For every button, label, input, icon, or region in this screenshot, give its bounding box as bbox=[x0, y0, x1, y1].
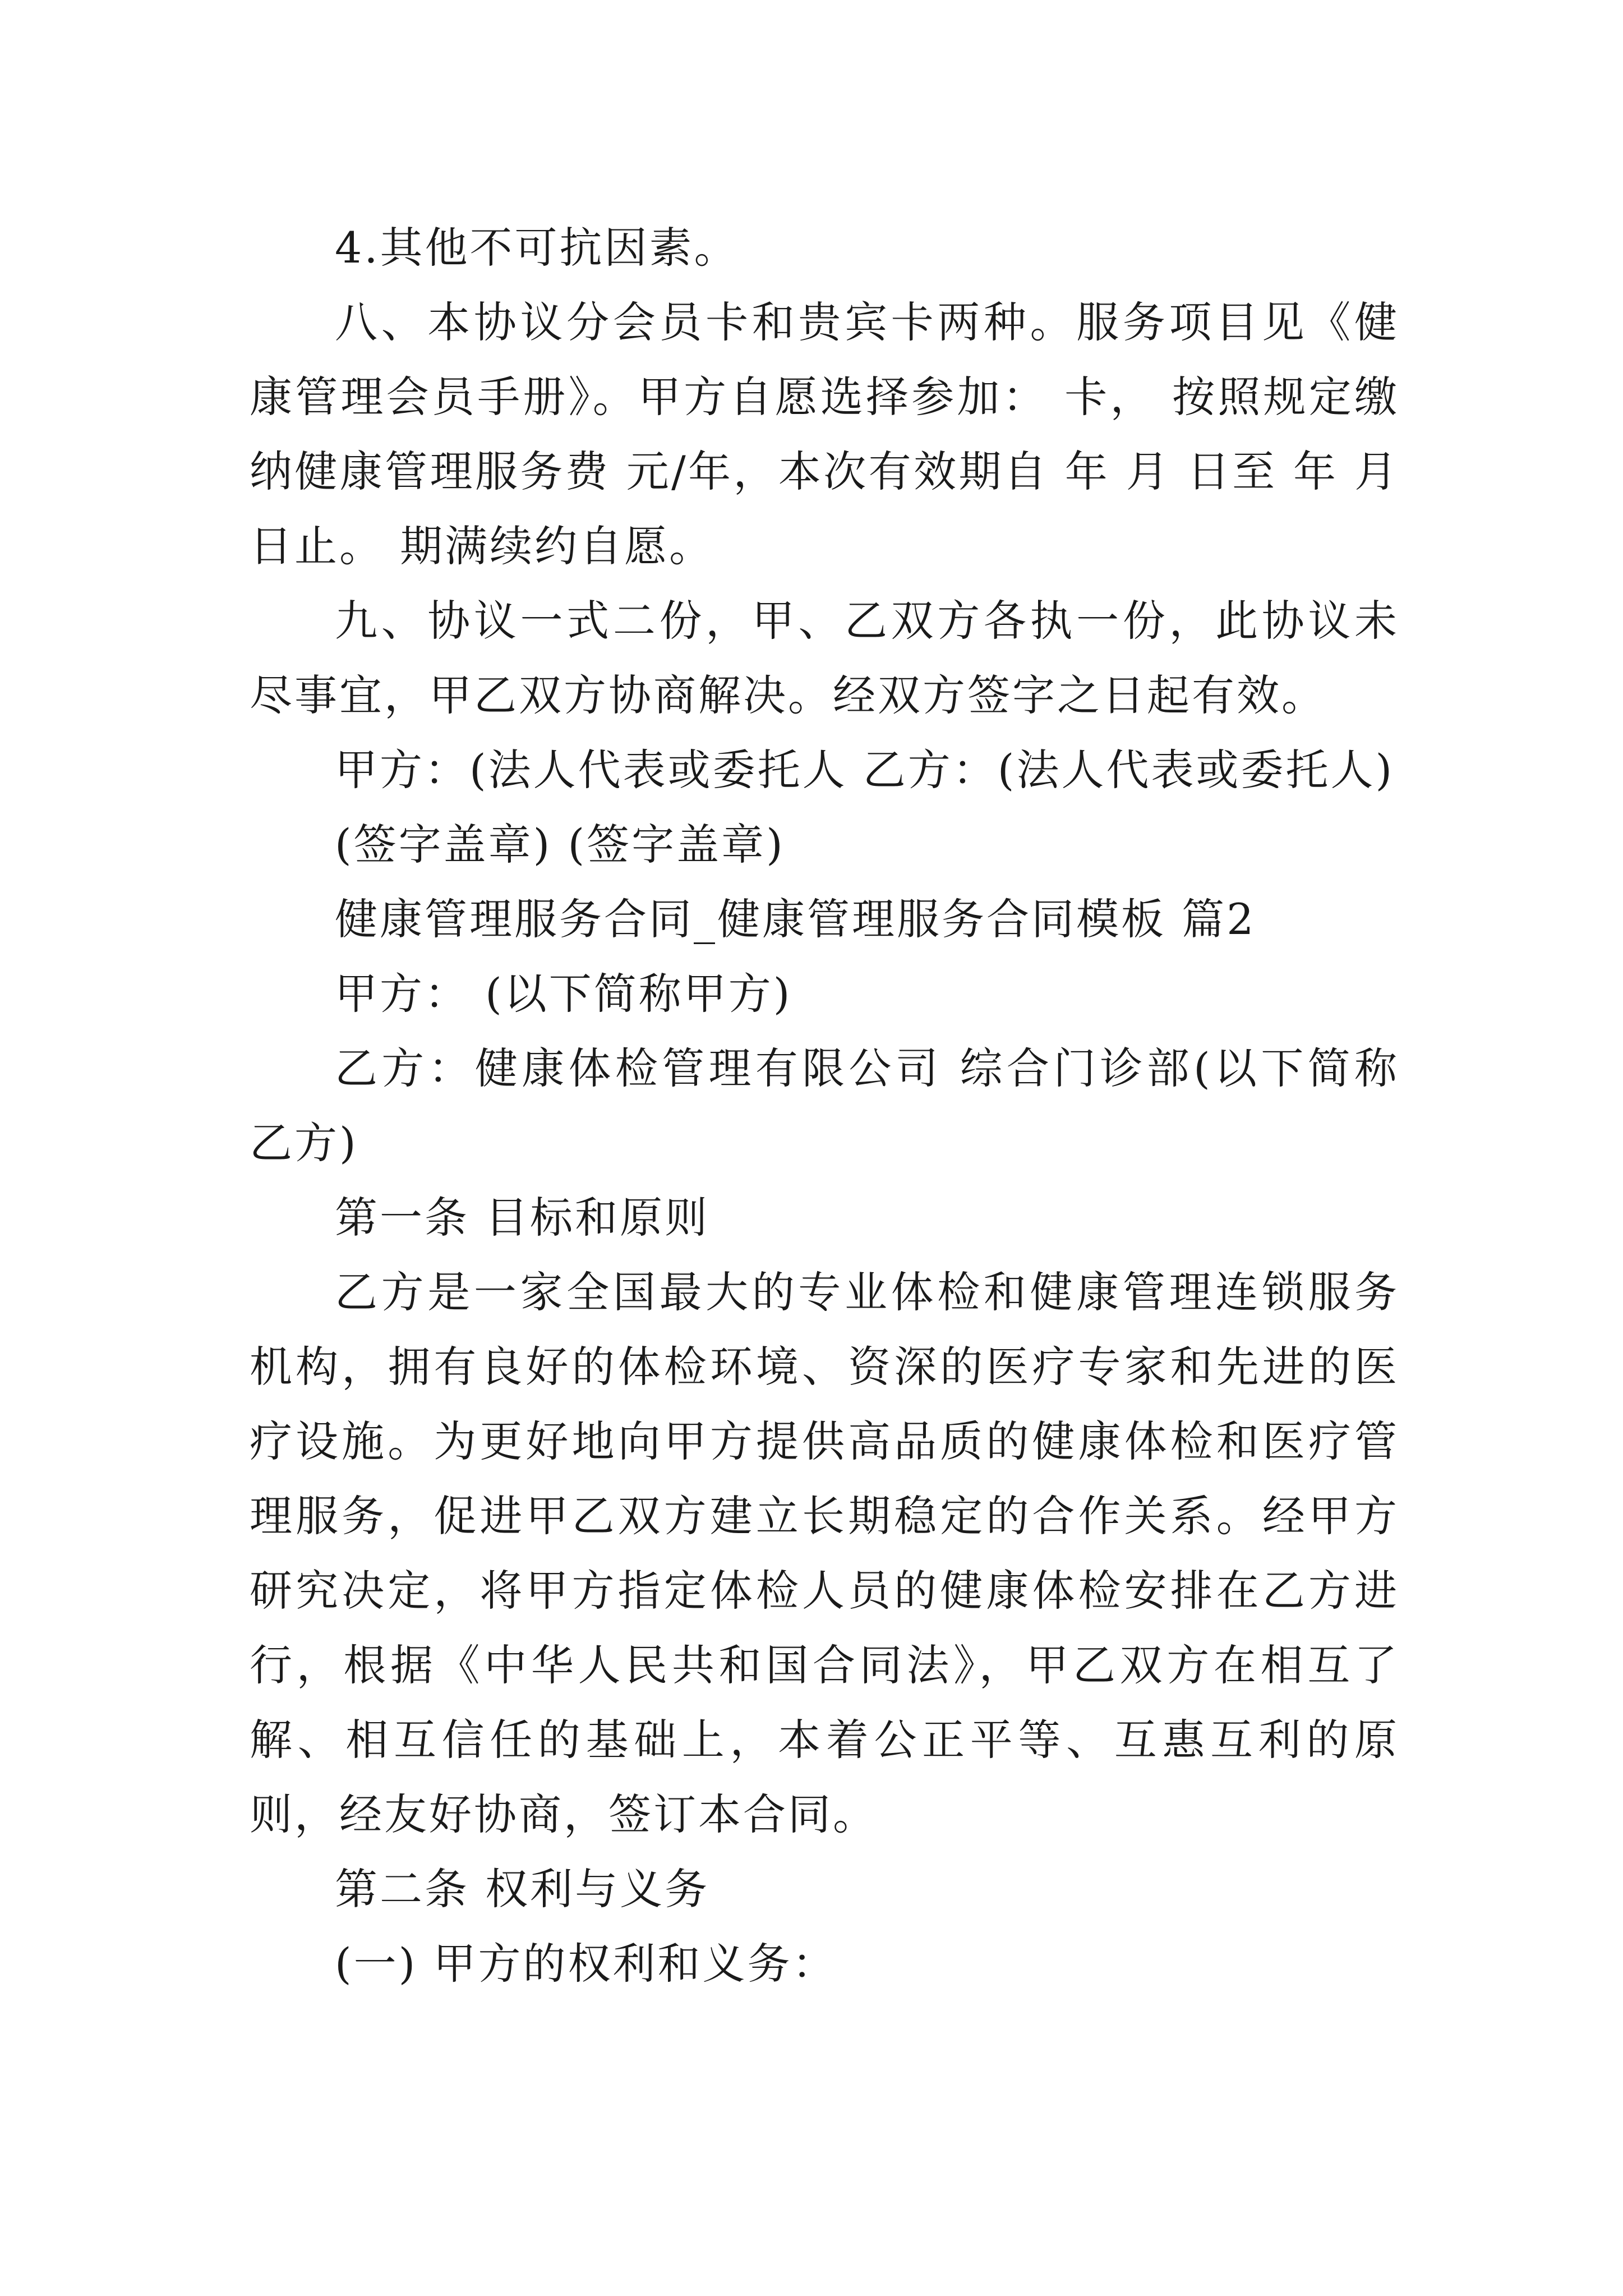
paragraph: 九、协议一式二份，甲、乙双方各执一份，此协议未尽事宜，甲乙双方协商解决。经双方签字之日起有效。 bbox=[250, 596, 1399, 720]
paragraph: 八、本协议分会员卡和贵宾卡两种。服务项目见《健康管理会员手册》。甲方自愿选择参加： 卡， 按照规定缴纳健康管理服务费 元/年，本次有效期自 年 月 日至 年 月日止。 期满续约自愿。 bbox=[250, 297, 1399, 571]
section-heading: 健康管理服务合同_健康管理服务合同模板 篇2 bbox=[335, 894, 1256, 944]
paragraph: (签字盖章) (签字盖章) bbox=[335, 820, 785, 869]
article-heading: 第二条 权利与义务 bbox=[335, 1864, 710, 1914]
paragraph: (一) 甲方的权利和义务： bbox=[335, 1939, 837, 1989]
document-body bbox=[250, 210, 1399, 2001]
paragraph: 乙方：健康体检管理有限公司 综合门诊部(以下简称乙方) bbox=[250, 1043, 1399, 1168]
paragraph: 甲方： (以下简称甲方) bbox=[335, 969, 792, 1019]
paragraph: 甲方：(法人代表或委托人 乙方：(法人代表或委托人) bbox=[335, 745, 1395, 795]
article-heading: 第一条 目标和原则 bbox=[335, 1193, 710, 1243]
paragraph: 4.其他不可抗因素。 bbox=[335, 223, 739, 273]
paragraph: 乙方是一家全国最大的专业体检和健康管理连锁服务机构，拥有良好的体检环境、资深的医疗专家和先进的医疗设施。为更好地向甲方提供高品质的健康体检和医疗管理服务，促进甲乙双方建立长期稳定的合作关系。经甲方研究决定，将甲方指定体检人员的健康体检安排在乙方进行，根据《中华人民共和国合同法》，甲乙双方在相互了解、相互信任的基础上，本着公正平等、互惠互利的原则，经友好协商，签订本合同。 bbox=[250, 1267, 1399, 1839]
